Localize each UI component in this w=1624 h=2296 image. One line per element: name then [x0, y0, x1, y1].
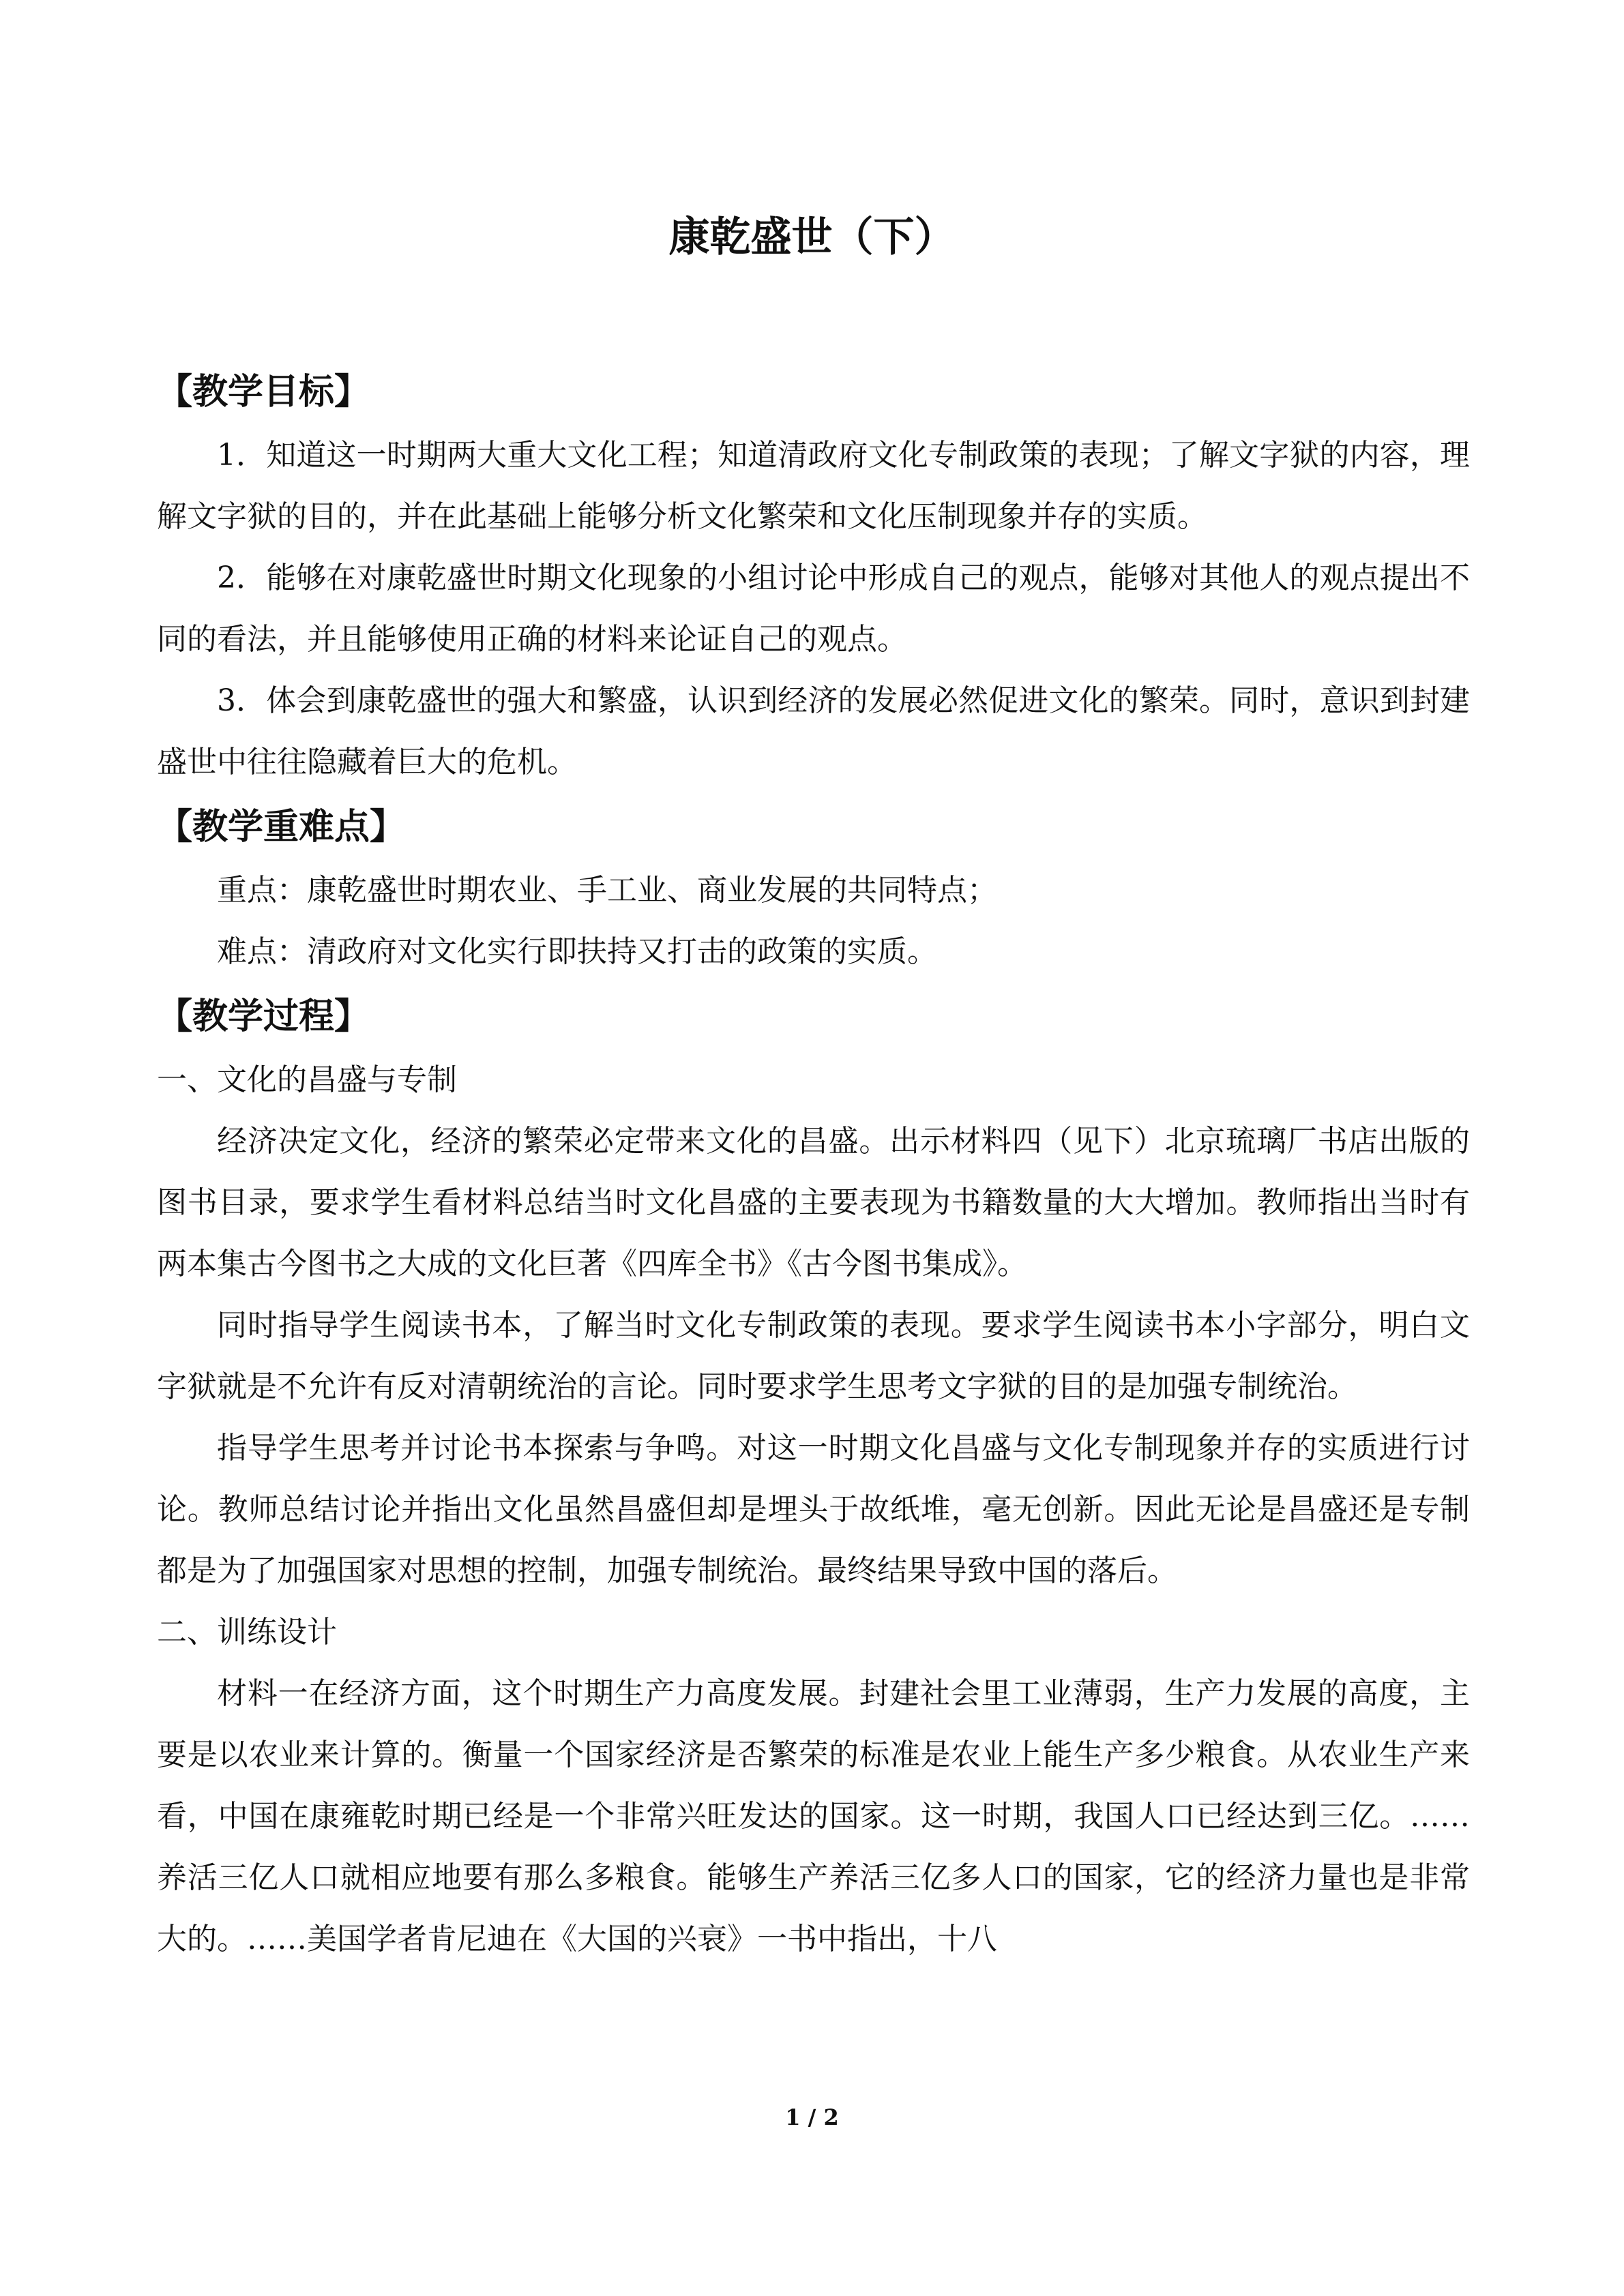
goal-item-2: 2．能够在对康乾盛世时期文化现象的小组讨论中形成自己的观点，能够对其他人的观点提出不同的看法，并且能够使用正确的材料来论证自己的观点。 [157, 561, 1470, 657]
part1-title: 一、文化的昌盛与专制 [157, 1062, 457, 1097]
part2-title: 二、训练设计 [157, 1615, 337, 1650]
goals-heading: 【教学目标】 [157, 371, 370, 413]
focus-point: 重点：康乾盛世时期农业、手工业、商业发展的共同特点； [217, 873, 997, 908]
goal-item-1: 1．知道这一时期两大重大文化工程；知道清政府文化专制政策的表现；了解文字狱的内容，理解文字狱的目的，并在此基础上能够分析文化繁荣和文化压制现象并存的实质。 [157, 438, 1470, 534]
goal-item-3: 3．体会到康乾盛世的强大和繁盛，认识到经济的发展必然促进文化的繁荣。同时，意识到封建盛世中往往隐藏着巨大的危机。 [157, 683, 1470, 779]
document-body [157, 358, 1470, 1970]
part1-paragraph: 经济决定文化，经济的繁荣必定带来文化的昌盛。出示材料四（见下）北京琉璃厂书店出版的图书目录，要求学生看材料总结当时文化昌盛的主要表现为书籍数量的大大增加。教师指出当时有两本集古今图书之大成的文化巨著《四库全书》《古今图书集成》。 [157, 1124, 1470, 1281]
process-heading: 【教学过程】 [157, 996, 370, 1037]
part1-paragraph: 指导学生思考并讨论书本探索与争鸣。对这一时期文化昌盛与文化专制现象并存的实质进行讨论。教师总结讨论并指出文化虽然昌盛但却是埋头于故纸堆，毫无创新。因此无论是昌盛还是专制都是为了加强国家对思想的控制，加强专制统治。最终结果导致中国的落后。 [157, 1431, 1470, 1588]
page-number: 1 / 2 [785, 2104, 839, 2130]
key-points-heading: 【教学重难点】 [157, 806, 406, 848]
part2-paragraph: 材料一在经济方面，这个时期生产力高度发展。封建社会里工业薄弱，生产力发展的高度，主要是以农业来计算的。衡量一个国家经济是否繁荣的标准是农业上能生产多少粮食。从农业生产来看，中国在康雍乾时期已经是一个非常兴旺发达的国家。这一时期，我国人口已经达到三亿。……养活三亿人口就相应地要有那么多粮食。能够生产养活三亿多人口的国家，它的经济力量也是非常大的。……美国学者肯尼迪在《大国的兴衰》一书中指出，十八 [157, 1676, 1470, 1956]
part1-paragraph: 同时指导学生阅读书本，了解当时文化专制政策的表现。要求学生阅读书本小字部分，明白文字狱就是不允许有反对清朝统治的言论。同时要求学生思考文字狱的目的是加强专制统治。 [157, 1308, 1470, 1404]
difficulty-point: 难点：清政府对文化实行即扶持又打击的政策的实质。 [217, 934, 937, 969]
page-title: 康乾盛世（下） [668, 213, 956, 261]
